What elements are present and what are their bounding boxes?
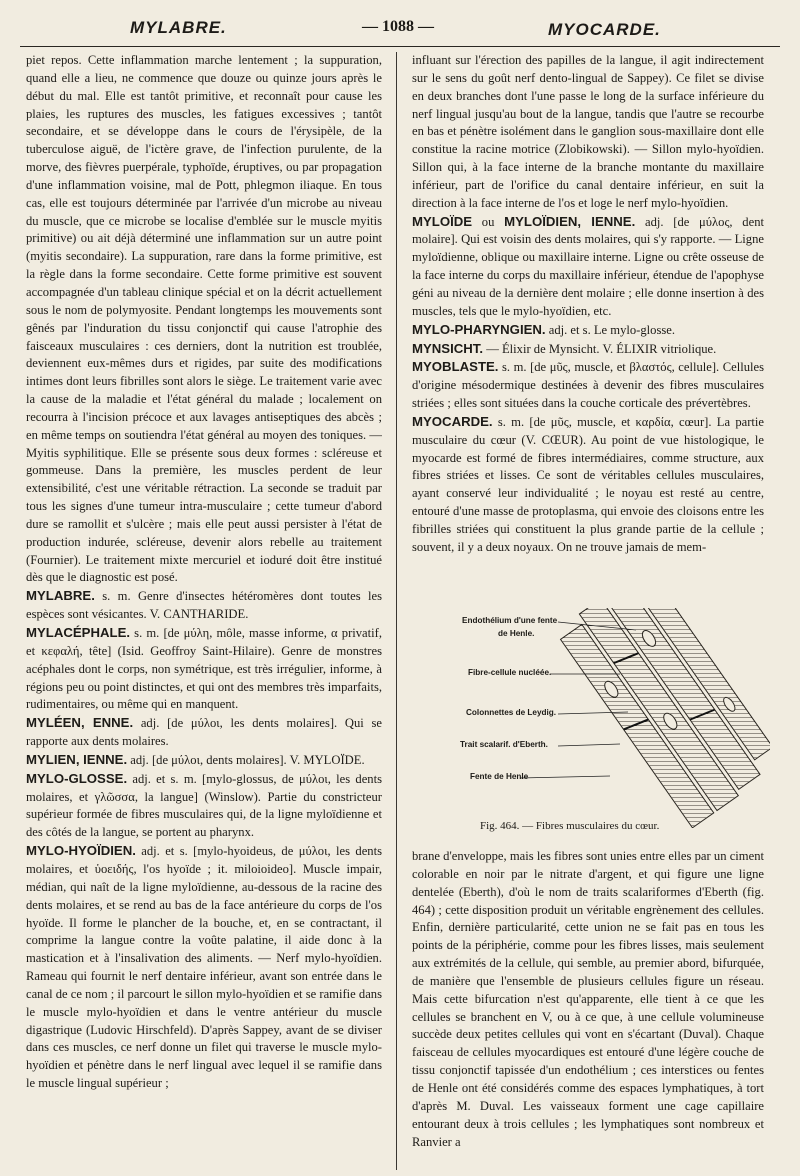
entry-definition: adj. [de μύλος, dent molaire]. Qui est voisin des dents molaires, qui s'y rapporte. — Ligne myloïdienne, oblique ou maxillaire interne. Ligne ou crête osseuse de la face interne du corps du maxillaire inférieur, étendue de l'apophyse géni au niveau de la dernière dent molaire ; elle donne insertion à des muscles, tels que le mylo-hyoïdien, etc. xyxy=(412,214,764,318)
header-left-word: MYLABRE. xyxy=(130,18,227,37)
entry-headword: MYOCARDE. xyxy=(412,413,493,429)
entry-connector: ou xyxy=(472,214,505,229)
entry-headword-alt: MYLOÏDIEN, IENNE. xyxy=(504,213,636,229)
left-column xyxy=(26,52,382,1170)
page-header xyxy=(0,0,800,44)
entry-definition: s. m. [de μῦς, muscle, et βλαστός, cellule]. Cellules d'origine mésodermique destinées à devenir des fibres musculaires striées ; elles sont situées dans la couche corticale des prévertèbres. xyxy=(412,360,764,411)
label-endothelium: Endothélium d'une fente xyxy=(462,616,558,625)
figure-464 xyxy=(440,608,770,828)
dictionary-entry xyxy=(412,321,764,340)
page-number: — 1088 — xyxy=(362,18,434,35)
left-entries xyxy=(26,587,382,1093)
dictionary-entry xyxy=(26,624,382,714)
paragraph-continuation: piet repos. Cette inflammation marche lentement ; la suppuration, quand elle a lieu, ne commence que douze ou quinze jours après le début du mal. Elle est tantôt primitive, et reconnaît pour cause les plaies, les ruptures des muscles, les fatigues excessives ; tantôt secondaire, et se développe dans le cours de l'érysipèle, de la tuberculose aiguë, de l'ictère grave, de l'infection purulente, de la morve, des fièvres puerpérale, typhoïde, éruptives, ou par propagation d'une inflammation voisine, mal de Pott, phlegmon iliaque. En tous cas, elle est toujours déterminée par l'arrivée d'un microbe au niveau du muscle, que ce microbe se localise d'emblée sur le muscle myitis primitive) ou ait déjà déterminé une inflammation sur un autre point (myitis secondaire). La suppuration, rare dans la forme primitive, est la règle dans la forme secondaire. Cette forme primitive est souvent accompagnée d'un tableau clinique spécial et on la décrit actuellement sous le nom de polymyosite. Pendant longtemps les mouvements sont gênés par l'induration du tissu conjonctif qui cause l'atrophie des faisceaux musculaires : ces derniers, dont la nutrition est troublée, deviennent eux-mêmes durs et rigides, par suite des modifications intimes dont leurs fibrilles sont alors le siège. Le traitement varie avec la cause de la maladie et l'état général du malade ; localement on recourra à l'incision précoce et aux lavages antiseptiques des abcès ; en même temps on soutiendra l'état général au moyen des toniques. — Myitis syphilitique. Elle se présente sous deux formes : scléreuse et gommeuse. Dans la première, les muscles perdent de leur extensibilité, c'est une véritable rétraction. La seconde se traduit par tous les signes d'une tumeur intra-musculaire ; cette tumeur d'abord dure se ramollit et s'ulcère ; mais elle peut aussi persister à l'état de production indurée, scléreuse, devenir alors rebelle au traitement (Fournier). Le traitement mixte mercuriel et ioduré doit être institué dès que le diagnostic est posé. xyxy=(26,53,382,585)
dictionary-entry xyxy=(412,213,764,321)
entry-headword: MYLO-PHARYNGIEN. xyxy=(412,321,546,337)
entry-definition: — Élixir de Mynsicht. V. ÉLIXIR vitriolique. xyxy=(483,341,717,356)
entry-headword: MYLACÉPHALE. xyxy=(26,625,131,640)
dictionary-entry xyxy=(26,587,382,624)
label-fente-henle: Fente de Henle xyxy=(470,772,529,781)
dictionary-entry xyxy=(412,358,764,413)
entry-headword: MYLOÏDE xyxy=(412,213,473,229)
column-separator xyxy=(396,52,397,1170)
paragraph-myocarde-continued: brane d'enveloppe, mais les fibres sont unies entre elles par un ciment colorable en noir par le nitrate d'argent, et qui figure une ligne dentelée (Eberth), d'où le nom de traits scalariformes d'Eberth (fig. 464) ; cette disposition produit un véritable engrènement des cellules. Enfin, dernière particularité, cette union ne se fait pas en tous les points de la périphérie, comme pour les fibres lisses, mais seulement aux extrémités de la cellule, qui semble, au premier abord, bifurquée, de manière que l'ensemble de plusieurs cellules figure un réseau. Mais cette bifurcation n'est qu'apparente, elle tient à ce que les cellules se branchent en V, ou à ce que, à une cellule volumineuse succède deux petites cellules qui vont en s'écartant (Duval). Chaque faisceau de cellules myocardiques est entouré d'une légère couche de tissu conjonctif tapissée d'un endothélium ; ces interstices ou fentes de Henle ont été considérés comme des espaces lymphatiques, à tort d'après M. Duval. Les vaisseaux forment une cage capillaire entourant deux à trois cellules ; les lymphatiques sont nombreux et Ranvier a xyxy=(412,849,764,1149)
figure-caption: Fig. 464. — Fibres musculaires du cœur. xyxy=(480,820,660,832)
entry-definition: s. m. [de μῦς, muscle, et καρδία, cœur]. La partie musculaire du cœur (V. CŒUR). Au point de vue histologique, le myocarde est formé de fibres intermédiaires, comme structure, aux fibres striées et lisses. Ce sont de véritables cellules musculaires, ayant conservé leur individualité ; le noyau est resté au centre, entouré d'une masse de protoplasma, qui envoie des cloisons entre les fibrilles striées qui constituent la plus grande partie de la cellule ; souvent, il y a deux noyaux. On ne trouve jamais de mem- xyxy=(412,414,764,554)
right-column-top xyxy=(412,52,764,624)
label-de-henle: de Henle. xyxy=(498,629,535,638)
header-rule xyxy=(20,46,780,47)
label-fibre-cellule: Fibre-cellule nucléée. xyxy=(468,668,552,677)
label-colonnettes: Colonnettes de Leydig. xyxy=(466,708,557,717)
entry-headword: MYLÉEN, ENNE. xyxy=(26,715,134,731)
entry-definition: adj. et s. m. [mylo-glossus, de μύλοι, les dents molaires, et γλῶσσα, la langue] (Winslow). Partie du constricteur supérieur formée de fibres musculaires qui, de la ligne myloïdienne et des côtés de la langue, se portent au pharynx. xyxy=(26,771,382,840)
dictionary-entry xyxy=(412,340,764,359)
dictionary-entry xyxy=(412,413,764,557)
entry-headword: MYLABRE. xyxy=(26,588,95,604)
right-column-bottom xyxy=(412,848,764,1170)
entry-definition: adj. et s. [mylo-hyoideus, de μύλοι, les dents molaires, et ὑοειδής, l'os hyoïde ; it. miloioideo]. Muscle impair, médian, qui naît de la ligne myloïdienne, au-dessous de la racine des dents molaires, et se rend au bas de la face antérieure du corps de l'os hyoïde. Il forme le plancher de la bouche, et, en se contractant, il comprime la langue contre la voûte palatine, il aide donc à la mastication et à l'insalivation des aliments. — Nerf mylo-hyoïdien. Rameau qui fournit le nerf dentaire inférieur, avant son entrée dans le canal de ce nom ; il parcourt le sillon mylo-hyoïdien et se ramifie dans le muscle mylo-hyoïdien et dans le ventre antérieur du muscle digastrique (Ludovic Hirschfeld). D'après Sappey, avant de se diviser dans ces muscles, ce nerf donne un filet qui traverse le muscle mylo-hyoïdien et pénètre dans le nerf lingual avec lequel il se ramifie dans le muscle lingual supérieur ; xyxy=(26,844,382,1091)
dictionary-entry xyxy=(26,751,382,770)
entry-definition: adj. et s. Le mylo-glosse. xyxy=(545,322,676,337)
entry-headword: MYLO-GLOSSE. xyxy=(26,770,128,786)
dictionary-entry xyxy=(26,714,382,751)
entry-headword: MYLO-HYOÏDIEN. xyxy=(26,843,136,859)
entry-headword: MYNSICHT. xyxy=(412,340,484,356)
entry-definition: s. m. Genre d'insectes hétéromères dont toutes les espèces sont vésicantes. V. CANTHARIDE. xyxy=(26,589,382,622)
entry-headword: MYOBLASTE. xyxy=(412,359,499,375)
label-trait-scalarif: Trait scalarif. d'Eberth. xyxy=(460,740,548,749)
entry-definition: adj. [de μύλοι, les dents molaires]. Qui se rapporte aux dents molaires. xyxy=(26,716,382,749)
header-right-word: MYOCARDE. xyxy=(548,20,661,39)
entry-definition: s. m. [de μύλη, môle, masse informe, α privatif, et κεφαλή, tête] (Isid. Geoffroy Saint-Hilaire). Genre de monstres acéphales dont le corps, non symétrique, est très irrégulier, informe, à régions peu ou point distinctes, et qui ont des membres très imparfaits, rudimentaires, ou même qui en manquent. xyxy=(26,626,382,712)
entry-definition: adj. [de μύλοι, dents molaires]. V. MYLOÏDE. xyxy=(127,752,365,767)
right-entries xyxy=(412,213,764,557)
dictionary-entry xyxy=(26,770,382,842)
muscle-fibers-illustration xyxy=(440,608,770,828)
entry-headword: MYLIEN, IENNE. xyxy=(26,751,128,767)
paragraph-continuation-right: influant sur l'érection des papilles de la langue, il agit indirectement sur le sens du goût nerf dento-lingual de Sappey). Ce filet se divise en deux branches dont l'une passe le long de la surface inférieure du nerf lingual jusqu'au bout de la langue, tandis que l'autre se recourbe en bas et pénètre isolément dans le ganglion sous-maxillaire dont elle constitue la racine motrice (Zlobikowski). — Sillon mylo-hyoïdien. Sillon qui, à la face interne de la branche montante du maxillaire inférieur, part de l'orifice du canal dentaire inférieur, en suit la direction à la face interne de l'os et loge le nerf mylo-hyoïdien. xyxy=(412,53,764,210)
dictionary-entry xyxy=(26,842,382,1093)
